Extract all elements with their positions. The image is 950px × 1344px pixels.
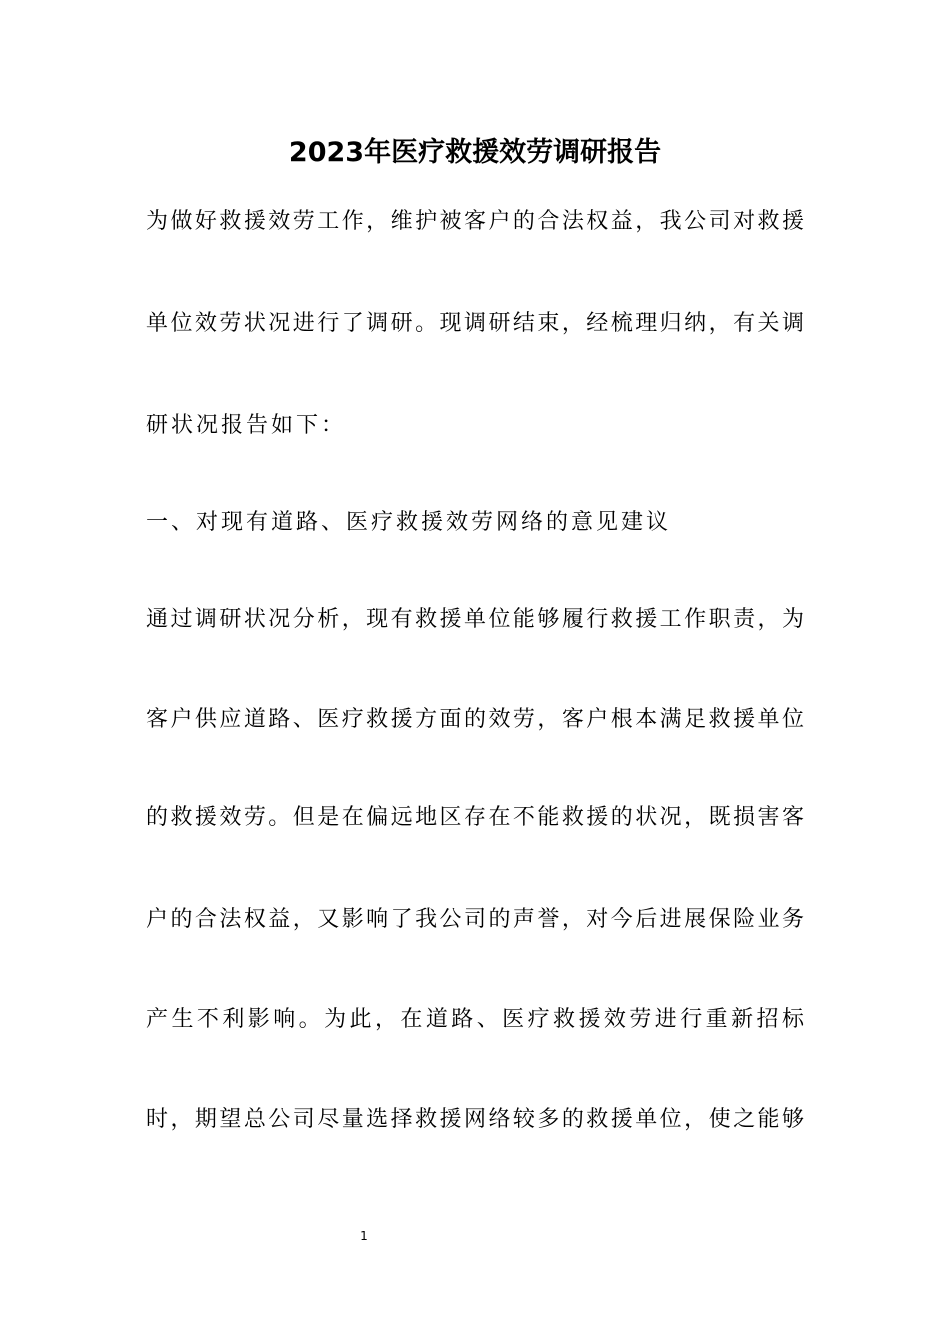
paragraph-line: 为做好救援效劳工作，维护被客户的合法权益，我公司对救援 (146, 209, 804, 234)
paragraph-line: 通过调研状况分析，现有救援单位能够履行救援工作职责，为 (146, 607, 804, 632)
paragraph-line: 户的合法权益，又影响了我公司的声誉，对今后进展保险业务 (146, 907, 804, 932)
paragraph-line: 时，期望总公司尽量选择救援网络较多的救援单位，使之能够 (146, 1107, 804, 1132)
paragraph-line: 的救援效劳。但是在偏远地区存在不能救援的状况，既损害客 (146, 805, 804, 830)
paragraph-line: 客户供应道路、医疗救援方面的效劳，客户根本满足救援单位 (146, 707, 804, 732)
page-number: 1 (360, 1229, 368, 1243)
section-heading: 一、对现有道路、医疗救援效劳网络的意见建议 (146, 510, 672, 535)
document-title: 2023年医疗救援效劳调研报告 (288, 137, 662, 168)
paragraph-line: 产生不利影响。为此，在道路、医疗救援效劳进行重新招标 (146, 1007, 804, 1032)
paragraph-line: 单位效劳状况进行了调研。现调研结束，经梳理归纳，有关调 (146, 311, 804, 336)
paragraph-line: 研状况报告如下： (146, 413, 347, 438)
